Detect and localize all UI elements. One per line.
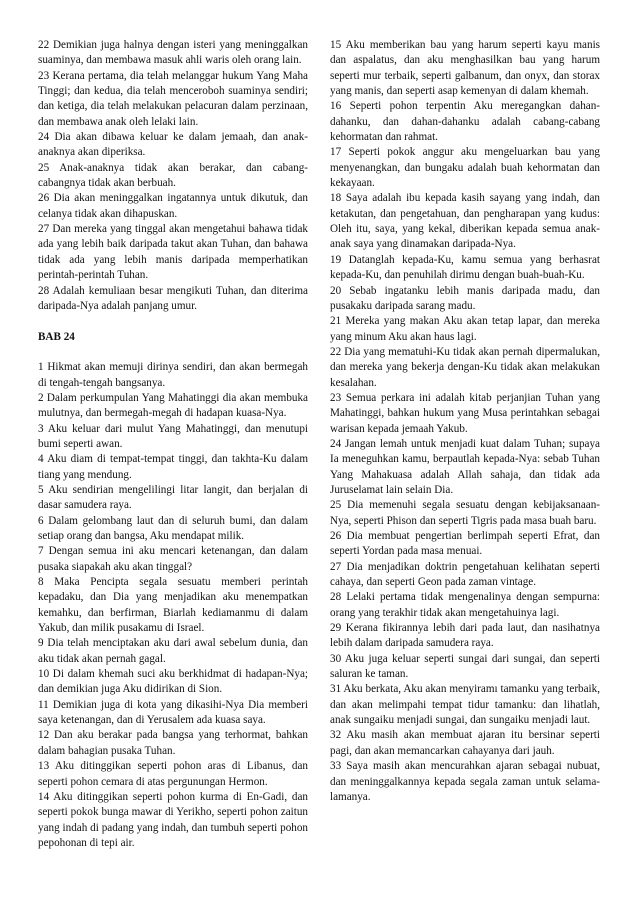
verse-paragraph: 13 Aku ditinggikan seperti pohon aras di Libanus, dan seperti pohon cemara di atas pergunungan Hermon. (38, 760, 308, 788)
verse-paragraph: 24 Dia akan dibawa keluar ke dalam jemaah, dan anak-anaknya akan diperiksa. (38, 131, 308, 159)
verse-paragraph: 22 Demikian juga halnya dengan isteri yang meninggalkan suaminya, dan membawa masuk ahli waris oleh orang lain. (38, 39, 308, 67)
verse-paragraph: 15 Aku memberikan bau yang harum seperti kayu manis dan aspalatus, dan aku menghasilkan bau yang harum seperti mur terbaik, seperti galbanum, dan onyx, dan storax yang manis, dan seperti asap kemenyan di dalam khemah. (330, 39, 600, 98)
verse-paragraph: 24 Jangan lemah untuk menjadi kuat dalam Tuhan; supaya Ia meneguhkan kamu, berpautlah kepada-Nya: sebab Tuhan Yang Mahakuasa adalah Allah sahaja, dan tidak ada Juruselamat lain selain Dia. (330, 437, 600, 496)
verse-paragraph: 3 Aku keluar dari mulut Yang Mahatinggi, dan menutupi bumi seperti awan. (38, 422, 308, 450)
verse-paragraph: 10 Di dalam khemah suci aku berkhidmat di hadapan-Nya; dan demikian juga Aku didirikan di Sion. (38, 668, 308, 696)
verse-paragraph: 30 Aku juga keluar seperti sungai dari sungai, dan seperti saluran ke taman. (330, 652, 600, 681)
verse-paragraph: 9 Dia telah menciptakan aku dari awal sebelum dunia, dan aku tidak akan pernah gagal. (38, 637, 308, 665)
verse-paragraph: 21 Mereka yang makan Aku akan tetap lapar, dan mereka yang minum Aku akan haus lagi. (330, 315, 600, 343)
verse-paragraph: 14 Aku ditinggikan seperti pohon kurma di En-Gadi, dan seperti pokok bunga mawar di Yerikho, seperti pohon zaitun yang indah di padang yang indah, dan tumbuh seperti pohon pepohonan di tepi air. (38, 790, 308, 849)
verse-paragraph: 1 Hikmat akan memuji dirinya sendiri, dan akan bermegah di tengah-tengah bangsanya. (38, 361, 308, 389)
verse-paragraph: 32 Aku masih akan membuat ajaran itu bersinar seperti pagi, dan akan memancarkan cahayanya dari jauh. (330, 729, 600, 757)
verse-paragraph: 18 Saya adalah ibu kepada kasih sayang yang indah, dan ketakutan, dan pengetahuan, dan pengharapan yang kudus: Oleh itu, saya, yang kekal, diberikan kepada semua anak-anak saya yang dinamakan daripada-Nya. (330, 192, 600, 251)
verse-paragraph: 26 Dia akan meninggalkan ingatannya untuk dikutuk, dan celanya tidak akan dihapuskan. (38, 192, 308, 220)
verse-paragraph: 8 Maka Pencipta segala sesuatu memberi perintah kepadaku, dan Dia yang menjadikan aku menempatkan kemahku, dan berfirman, Biarlah kediamanmu di dalam Yakub, dan milik pusakamu di Israel. (38, 576, 308, 635)
verse-paragraph: 22 Dia yang mematuhi-Ku tidak akan pernah dipermalukan, dan mereka yang bekerja dengan-Ku tidak akan melakukan kesalahan. (330, 345, 600, 389)
verse-paragraph: 16 Seperti pohon terpentin Aku meregangkan dahan-dahanku, dan dahan-dahanku adalah cabang-cabang kehormatan dan rahmat. (330, 100, 600, 144)
verse-paragraph: 5 Aku sendirian mengelilingi litar langit, dan berjalan di dasar samudera raya. (38, 483, 308, 512)
verse-paragraph: 27 Dia menjadikan doktrin pengetahuan kelihatan seperti cahaya, dan seperti Geon pada zaman vintage. (330, 560, 600, 589)
verse-paragraph: 23 Semua perkara ini adalah kitab perjanjian Tuhan yang Mahatinggi, bahkan hukum yang Musa perintahkan sebagai warisan kepada jemaah Yakub. (330, 391, 600, 435)
verse-paragraph: 2 Dalam perkumpulan Yang Mahatinggi dia akan membuka mulutnya, dan bermegah-megah di hadapan kuasa-Nya. (38, 391, 308, 420)
verse-paragraph: 33 Saya masih akan mencurahkan ajaran sebagai nubuat, dan meninggalkannya kepada segala zaman untuk selama-lamanya. (330, 760, 600, 803)
verse-paragraph: 23 Kerana pertama, dia telah melanggar hukum Yang Maha Tinggi; dan kedua, dia telah menceroboh suaminya sendiri; dan ketiga, dia telah melakukan pelacuran dalam perzinaan, dan membawa anak oleh lelaki lain. (38, 69, 308, 128)
verse-paragraph: 29 Kerana fikirannya lebih dari pada laut, dan nasihatnya lebih dalam daripada samudera raya. (330, 622, 600, 650)
verse-paragraph: 27 Dan mereka yang tinggal akan mengetahui bahawa tidak ada yang lebih baik daripada takut akan Tuhan, dan bahawa tidak ada yang lebih manis daripada memperhatikan perintah-perintah Tuhan. (38, 223, 308, 282)
verse-paragraph: 19 Datanglah kepada-Ku, kamu semua yang berhasrat kepada-Ku, dan penuhilah dirimu dengan buah-buah-Ku. (330, 253, 600, 282)
verse-paragraph: 6 Dalam gelombang laut dan di seluruh bumi, dan dalam setiap orang dan bangsa, Aku mendapat milik. (38, 514, 308, 542)
right-column (330, 38, 600, 805)
verse-paragraph: 4 Aku diam di tempat-tempat tinggi, dan takhta-Ku dalam tiang yang mendung. (38, 453, 308, 481)
verse-paragraph: 11 Demikian juga di kota yang dikasihi-Nya Dia memberi saya ketenangan, dan di Yerusalem ada kuasa saya. (38, 698, 308, 727)
verse-paragraph: 25 Anak-anaknya tidak akan berakar, dan cabang-cabangnya tidak akan berbuah. (38, 161, 308, 190)
verse-paragraph: 26 Dia membuat pengertian berlimpah seperti Efrat, dan seperti Yordan pada masa menuai. (330, 530, 600, 558)
left-column (38, 38, 308, 851)
verse-paragraph: 31 Aku berkata, Aku akan menyiramı tamanku yang terbaik, dan akan melimpahi tempat tidur tamanku: dan lihatlah, anak sungaiku menjadi sungai, dan sungaiku menjadi laut. (330, 683, 600, 727)
verse-paragraph: 25 Dia memenuhi segala sesuatu dengan kebijaksanaan-Nya, seperti Phison dan seperti Tigris pada masa buah baru. (330, 499, 600, 527)
verse-paragraph: 28 Adalah kemuliaan besar mengikuti Tuhan, dan diterima daripada-Nya adalah panjang umur. (38, 284, 308, 312)
verse-paragraph: 28 Lelaki pertama tidak mengenalinya dengan sempurna: orang yang terakhir tidak akan mengetahuinya lagi. (330, 591, 600, 619)
chapter-heading: BAB 24 (38, 330, 75, 343)
verse-paragraph: 17 Seperti pokok anggur aku mengeluarkan bau yang menyenangkan, dan bungaku adalah buah kehormatan dan kekayaan. (330, 146, 600, 190)
verse-paragraph: 12 Dan aku berakar pada bangsa yang terhormat, bahkan dalam bahagian pusaka Tuhan. (38, 729, 308, 757)
verse-paragraph: 7 Dengan semua ini aku mencari ketenangan, dan dalam pusaka siapakah aku akan tinggal? (38, 545, 308, 573)
verse-paragraph: 20 Sebab ingatanku lebih manis daripada madu, dan pusakaku daripada sarang madu. (330, 284, 600, 312)
